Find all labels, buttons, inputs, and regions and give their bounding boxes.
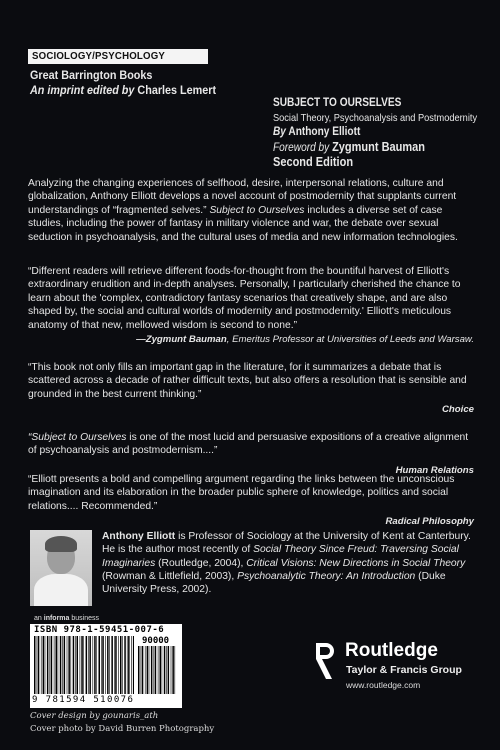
review-bauman: [28, 265, 474, 346]
barcode: [30, 624, 182, 708]
foreword-author: Zygmunt Bauman: [332, 139, 425, 154]
review-radical-philosophy: [28, 473, 474, 529]
category-label: [28, 49, 208, 64]
informa-business-line: [34, 615, 99, 622]
description-text-1: Analyzing the changing experiences of selfhood, desire, interpersonal relations, culture and globalization, Anthony Elliott develops a novel account of postmodernity that supplants current understandings of “fragmented selves.”: [28, 178, 457, 216]
review-attribution: [28, 333, 474, 346]
author-line: [273, 125, 477, 140]
bio-author-name: Anthony Elliott: [102, 531, 176, 542]
book-subtitle: Social Theory, Psychoanalysis and Postmodernity: [273, 111, 478, 124]
title-block: [273, 96, 500, 171]
review-choice: [28, 361, 474, 417]
bio-text: (Duke University Press, 2002).: [102, 570, 446, 596]
attribution-name: —Zygmunt Bauman: [136, 334, 227, 346]
ean-number: 9 781594 510076: [32, 695, 135, 705]
attribution-title: , Emeritus Professor at Universities of Leeds and Warsaw.: [226, 334, 474, 346]
foreword-prefix: Foreword by: [273, 141, 330, 154]
review-text: “This book not only fills an important gap in the literature, for it summarizes a debate that is scattered across a decade of rather difficult texts, but also offers a resolution that is sensible and grounded in the best current thinking.”: [28, 362, 467, 400]
book-description: [28, 177, 474, 244]
category-text: SOCIOLOGY/PSYCHOLOGY: [32, 50, 166, 62]
informa-suffix: business: [71, 615, 100, 622]
bio-book-1: Social Theory Since Freud: Traversing Social Imaginaries: [102, 544, 459, 569]
description-text-2: includes a diverse set of case studies, including the power of fantasy in military violence and war, the debate over sexual seduction in psychoanalysis, and the cultural uses of media and new information technologies.: [28, 204, 458, 243]
routledge-logo-icon: [312, 641, 340, 681]
review-attribution: Choice: [442, 404, 474, 416]
bio-book-2: Critical Visions: New Directions in Social Theory: [246, 557, 466, 569]
review-text: is one of the most lucid and persuasive expositions of a creative alignment of psychoanalysis and postmodernism....”: [28, 432, 469, 457]
review-text: “Elliott presents a bold and compelling argument regarding the links between the unconscious imagination and its elaboration in the broader public sphere of knowledge, politics and social relations.... Recommended.”: [28, 474, 455, 512]
by-prefix: By: [273, 126, 286, 138]
publisher-name: [30, 68, 166, 82]
imprint-editor: Charles Lemert: [137, 83, 217, 97]
bio-text: (Routledge, 2004),: [155, 557, 247, 569]
barcode-addon-bars: [138, 646, 176, 694]
author-bio: [102, 530, 472, 596]
review-title-italic: “Subject to Ourselves: [28, 432, 127, 443]
description-title-italic: Subject to Ourselves: [209, 204, 305, 216]
bio-text: is Professor of Sociology at the University of Kent at Canterbury. He is the author most recently of: [102, 531, 471, 556]
publisher-text: Great Barrington Books: [30, 68, 153, 82]
routledge-url: www.routledge.com: [346, 680, 421, 690]
review-attribution: Human Relations: [395, 464, 474, 476]
author-photo: [30, 530, 92, 606]
routledge-name: Routledge: [345, 640, 438, 661]
bio-text: (Rowman & Littlefield, 2003),: [102, 570, 238, 582]
imprint-prefix: An imprint edited by: [30, 83, 135, 97]
foreword-line: [273, 140, 477, 156]
book-title: SUBJECT TO OURSELVES: [273, 97, 402, 109]
review-attribution: Radical Philosophy: [385, 516, 474, 528]
bio-book-3: Psychoanalytic Theory: An Introduction: [237, 570, 416, 582]
review-text: “Different readers will retrieve different foods-for-thought from the bountiful harvest of Elliott's extraordinary erudition and in-depth analyses. Personally, I particularly cherished the chance to learn about the 'complex, contradictory fantasy scenarios that creatively shape, and are also shaped by, the social and cultural worlds of modernity and postmodernity.' Elliott's meticulous anatomy of that new, mellowed wisdom is second to none.”: [28, 266, 461, 331]
isbn-number: ISBN 978-1-59451-007-6: [34, 625, 165, 635]
informa-brand: informa: [43, 615, 70, 622]
edition: Second Edition: [273, 155, 354, 169]
cover-photo-credit: Cover photo by David Burren Photography: [30, 724, 215, 734]
imprint-line: [30, 83, 237, 97]
cover-design-credit: Cover design by gounaris_ath: [30, 711, 159, 721]
informa-prefix: an: [34, 615, 42, 622]
barcode-bars: [34, 636, 134, 694]
author-name: Anthony Elliott: [288, 126, 361, 138]
review-human-relations: [28, 431, 474, 477]
price-code: 90000: [142, 636, 170, 646]
routledge-group: Taylor & Francis Group: [346, 664, 462, 676]
